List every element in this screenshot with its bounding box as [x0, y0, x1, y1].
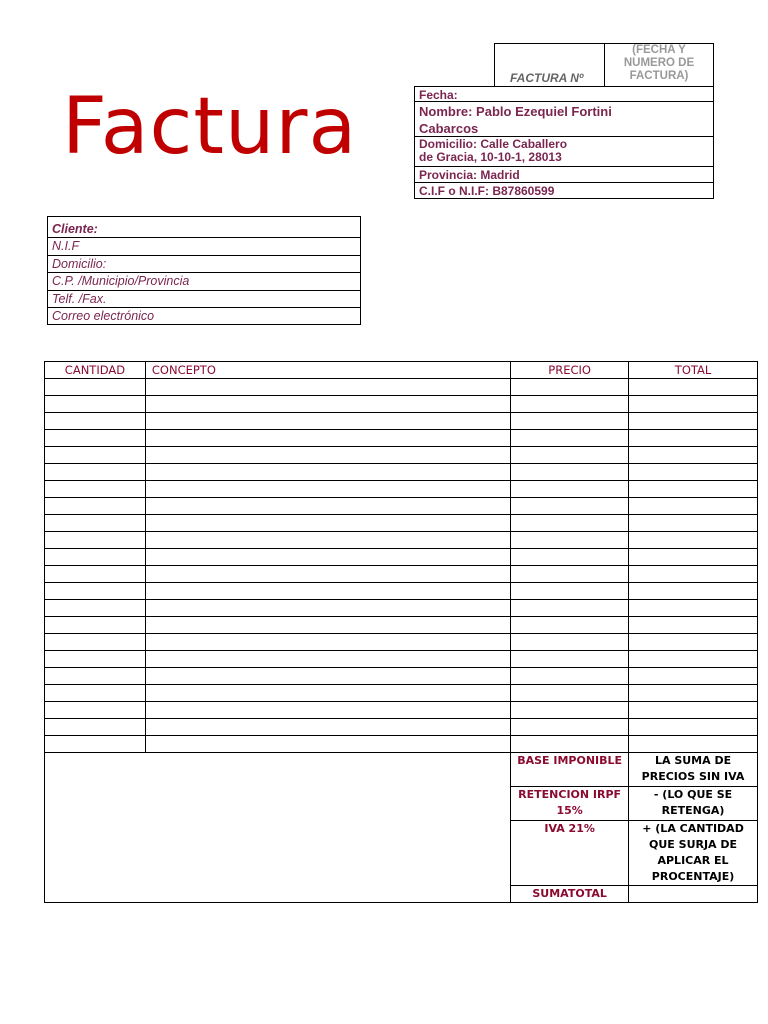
cantidad-cell[interactable]: [45, 515, 146, 532]
concepto-cell[interactable]: [145, 549, 510, 566]
precio-cell[interactable]: [511, 379, 629, 396]
cantidad-cell[interactable]: [45, 396, 146, 413]
cantidad-cell[interactable]: [45, 549, 146, 566]
cantidad-cell[interactable]: [45, 498, 146, 515]
total-cell[interactable]: [629, 549, 758, 566]
cantidad-cell[interactable]: [45, 583, 146, 600]
total-cell[interactable]: [629, 379, 758, 396]
page-title: Factura: [62, 82, 358, 172]
table-row: [45, 685, 758, 702]
issuer-domicilio-line2: de Gracia, 10-10-1, 28013: [419, 150, 562, 164]
sumatotal-label: SUMATOTAL: [511, 886, 629, 903]
cantidad-cell[interactable]: [45, 634, 146, 651]
total-cell[interactable]: [629, 634, 758, 651]
precio-cell[interactable]: [511, 617, 629, 634]
total-cell[interactable]: [629, 600, 758, 617]
table-row: [45, 634, 758, 651]
table-row: [45, 549, 758, 566]
table-row: [45, 498, 758, 515]
precio-cell[interactable]: [511, 532, 629, 549]
total-cell[interactable]: [629, 583, 758, 600]
base-imponible-value[interactable]: LA SUMA DE PRECIOS SIN IVA: [629, 753, 758, 787]
total-cell[interactable]: [629, 668, 758, 685]
concepto-cell[interactable]: [145, 447, 510, 464]
header-concepto: CONCEPTO: [145, 362, 510, 379]
precio-cell[interactable]: [511, 651, 629, 668]
table-row: [45, 668, 758, 685]
cantidad-cell[interactable]: [45, 532, 146, 549]
cantidad-cell[interactable]: [45, 464, 146, 481]
total-cell[interactable]: [629, 685, 758, 702]
client-row-telf[interactable]: Telf. /Fax.: [48, 291, 360, 308]
table-row: [45, 736, 758, 753]
cantidad-cell[interactable]: [45, 736, 146, 753]
issuer-nombre-line2: Cabarcos: [419, 121, 479, 136]
total-cell[interactable]: [629, 413, 758, 430]
concepto-cell[interactable]: [145, 634, 510, 651]
concepto-cell[interactable]: [145, 685, 510, 702]
concepto-cell[interactable]: [145, 532, 510, 549]
table-row: [45, 617, 758, 634]
notes-area: [45, 753, 511, 903]
issuer-nombre: [414, 101, 714, 137]
total-cell[interactable]: [629, 481, 758, 498]
concepto-cell[interactable]: [145, 617, 510, 634]
concepto-cell[interactable]: [145, 702, 510, 719]
table-row: [45, 379, 758, 396]
precio-cell[interactable]: [511, 583, 629, 600]
cantidad-cell[interactable]: [45, 413, 146, 430]
client-box: [47, 216, 361, 325]
items-table: [44, 361, 758, 903]
cantidad-cell[interactable]: [45, 702, 146, 719]
cantidad-cell[interactable]: [45, 447, 146, 464]
total-cell[interactable]: [629, 464, 758, 481]
concepto-cell[interactable]: [145, 396, 510, 413]
table-row: [45, 719, 758, 736]
total-cell[interactable]: [629, 566, 758, 583]
table-row: [45, 583, 758, 600]
cantidad-cell[interactable]: [45, 600, 146, 617]
retencion-label: RETENCION IRPF 15%: [511, 787, 629, 821]
concepto-cell[interactable]: [145, 651, 510, 668]
total-cell[interactable]: [629, 498, 758, 515]
cantidad-cell[interactable]: [45, 566, 146, 583]
header-cantidad: CANTIDAD: [45, 362, 146, 379]
concepto-cell[interactable]: [145, 498, 510, 515]
cantidad-cell[interactable]: [45, 719, 146, 736]
header-total: TOTAL: [629, 362, 758, 379]
table-row: [45, 600, 758, 617]
iva-value[interactable]: + (LA CANTIDAD QUE SURJA DE APLICAR EL PROCENTAJE): [629, 821, 758, 886]
table-row: [45, 702, 758, 719]
issuer-domicilio: [414, 136, 714, 167]
concepto-cell[interactable]: [145, 668, 510, 685]
invoice-number-note: (FECHA Y NUMERO DE FACTURA): [623, 44, 695, 82]
issuer-cif: C.I.F o N.I.F: B87860599: [414, 182, 714, 199]
iva-label: IVA 21%: [511, 821, 629, 886]
table-row: [45, 413, 758, 430]
precio-cell[interactable]: [511, 498, 629, 515]
precio-cell[interactable]: [511, 736, 629, 753]
cantidad-cell[interactable]: [45, 430, 146, 447]
precio-cell[interactable]: [511, 447, 629, 464]
cantidad-cell[interactable]: [45, 685, 146, 702]
issuer-domicilio-line1: Domicilio: Calle Caballero: [419, 137, 568, 151]
concepto-cell[interactable]: [145, 736, 510, 753]
concepto-cell[interactable]: [145, 430, 510, 447]
precio-cell[interactable]: [511, 549, 629, 566]
precio-cell[interactable]: [511, 719, 629, 736]
table-row: [45, 515, 758, 532]
precio-cell[interactable]: [511, 481, 629, 498]
precio-cell[interactable]: [511, 515, 629, 532]
table-row: [45, 447, 758, 464]
total-cell[interactable]: [629, 447, 758, 464]
precio-cell[interactable]: [511, 430, 629, 447]
table-row: [45, 430, 758, 447]
issuer-nombre-line1: Nombre: Pablo Ezequiel Fortini: [419, 104, 612, 119]
client-row-cp[interactable]: C.P. /Municipio/Provincia: [48, 273, 360, 291]
precio-cell[interactable]: [511, 413, 629, 430]
precio-cell[interactable]: [511, 634, 629, 651]
cantidad-cell[interactable]: [45, 481, 146, 498]
invoice-number-label: FACTURA Nº: [510, 71, 584, 85]
precio-cell[interactable]: [511, 566, 629, 583]
total-cell[interactable]: [629, 736, 758, 753]
concepto-cell[interactable]: [145, 464, 510, 481]
precio-cell[interactable]: [511, 702, 629, 719]
precio-cell[interactable]: [511, 464, 629, 481]
table-row: [45, 481, 758, 498]
total-cell[interactable]: [629, 617, 758, 634]
precio-cell[interactable]: [511, 668, 629, 685]
total-cell[interactable]: [629, 515, 758, 532]
table-row: [45, 396, 758, 413]
cantidad-cell[interactable]: [45, 379, 146, 396]
total-cell[interactable]: [629, 702, 758, 719]
concepto-cell[interactable]: [145, 515, 510, 532]
total-cell[interactable]: [629, 532, 758, 549]
base-imponible-label: BASE IMPONIBLE: [511, 753, 629, 787]
concepto-cell[interactable]: [145, 566, 510, 583]
total-cell[interactable]: [629, 396, 758, 413]
concepto-cell[interactable]: [145, 719, 510, 736]
client-row-domicilio[interactable]: Domicilio:: [48, 256, 360, 273]
retencion-value[interactable]: - (LO QUE SE RETENGA): [629, 787, 758, 821]
cantidad-cell[interactable]: [45, 617, 146, 634]
client-row-cliente[interactable]: Cliente:: [48, 217, 360, 238]
concepto-cell[interactable]: [145, 600, 510, 617]
precio-cell[interactable]: [511, 685, 629, 702]
issuer-provincia: Provincia: Madrid: [414, 166, 714, 183]
concepto-cell[interactable]: [145, 481, 510, 498]
table-row: [45, 532, 758, 549]
client-row-nif[interactable]: N.I.F: [48, 238, 360, 256]
invoice-number-label-cell: [494, 43, 605, 87]
client-row-email[interactable]: Correo electrónico: [52, 309, 155, 323]
cantidad-cell[interactable]: [45, 668, 146, 685]
concepto-cell[interactable]: [145, 379, 510, 396]
total-cell[interactable]: [629, 430, 758, 447]
sumatotal-value[interactable]: [629, 886, 758, 903]
concepto-cell[interactable]: [145, 413, 510, 430]
total-cell[interactable]: [629, 719, 758, 736]
total-cell[interactable]: [629, 651, 758, 668]
table-row: [45, 651, 758, 668]
issuer-fecha: Fecha:: [414, 86, 714, 102]
precio-cell[interactable]: [511, 396, 629, 413]
table-row: [45, 566, 758, 583]
precio-cell[interactable]: [511, 600, 629, 617]
concepto-cell[interactable]: [145, 583, 510, 600]
invoice-number-field[interactable]: [604, 43, 714, 87]
cantidad-cell[interactable]: [45, 651, 146, 668]
header-precio: PRECIO: [511, 362, 629, 379]
table-row: [45, 464, 758, 481]
